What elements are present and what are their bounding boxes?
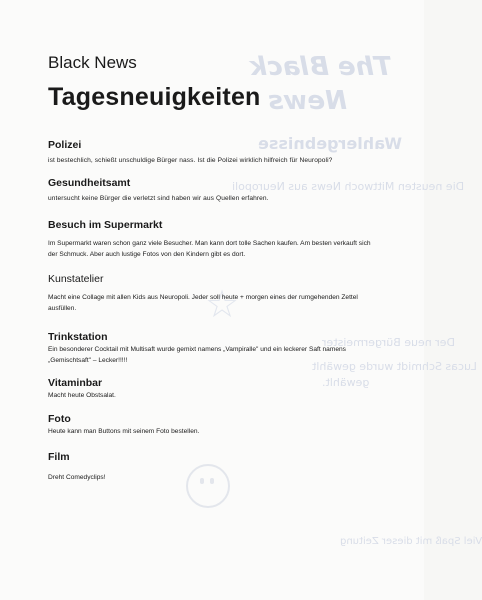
- section-trinkstation: [48, 330, 378, 366]
- section-supermarkt: [48, 218, 378, 260]
- newspaper-name: Black News: [48, 53, 137, 72]
- section-heading: Vitaminbar: [48, 377, 103, 389]
- section-foto: [48, 412, 378, 437]
- section-heading: Gesundheitsamt: [48, 177, 131, 189]
- section-text: Ein besonderer Cocktail mit Multisaft wurde gemixt namens „Vampiralle" und ein leckerer Saft namens „Gemischtsaft" – Lecker!!!!!: [48, 346, 346, 364]
- section-vitaminbar: [48, 376, 378, 401]
- section-text: Heute kann man Buttons mit seinem Foto bestellen.: [48, 428, 200, 435]
- show-through-text: Der neue Bürgermeister: [322, 336, 456, 349]
- masthead: [48, 52, 378, 112]
- show-through-text: News: [268, 86, 347, 116]
- show-through-text: Lucas Schmidt wurde gewählt: [312, 360, 477, 373]
- section-text: ist bestechlich, schießt unschuldige Bürger nass. Ist die Polizei wirklich hilfreich für Neuropoli?: [48, 157, 333, 164]
- section-heading: Trinkstation: [48, 331, 108, 343]
- show-through-text: Die neusten Mittwoch News aus Neuropoli: [232, 180, 465, 193]
- section-polizei: [48, 138, 378, 166]
- section-heading: Kunstatelier: [48, 273, 104, 285]
- show-through-text: The Black: [250, 52, 392, 82]
- section-gesundheitsamt: [48, 176, 378, 204]
- section-kunstatelier: [48, 272, 378, 314]
- section-text: Im Supermarkt waren schon ganz viele Besucher. Man kann dort tolle Sachen kaufen. Am besten verkauft sich der Schmuck. Aber auch lustige Fotos von den Kindern gibt es dort.: [48, 240, 371, 258]
- section-text: Dreht Comedyclips!: [48, 474, 106, 481]
- section-heading: Besuch im Supermarkt: [48, 219, 163, 231]
- section-heading: Polizei: [48, 139, 82, 151]
- show-through-text: gewählt.: [322, 376, 370, 389]
- section-text: Macht heute Obstsalat.: [48, 392, 116, 399]
- section-heading: Film: [48, 451, 70, 463]
- show-through-text: Wahlergebnisse: [258, 134, 403, 153]
- star-icon: ☆: [205, 284, 240, 326]
- section-heading: Foto: [48, 413, 71, 425]
- page-title: Tagesneuigkeiten: [48, 83, 261, 111]
- section-text: untersucht keine Bürger die verletzt sind haben wir aus Quellen erfahren.: [48, 195, 269, 202]
- show-through-text: Viel Spaß mit dieser Zeitung: [340, 536, 482, 547]
- section-film: [48, 450, 378, 483]
- section-text: Macht eine Collage mit allen Kids aus Neuropoli. Jeder soll heute + morgen eines der rumgehenden Zettel ausfüllen.: [48, 294, 358, 312]
